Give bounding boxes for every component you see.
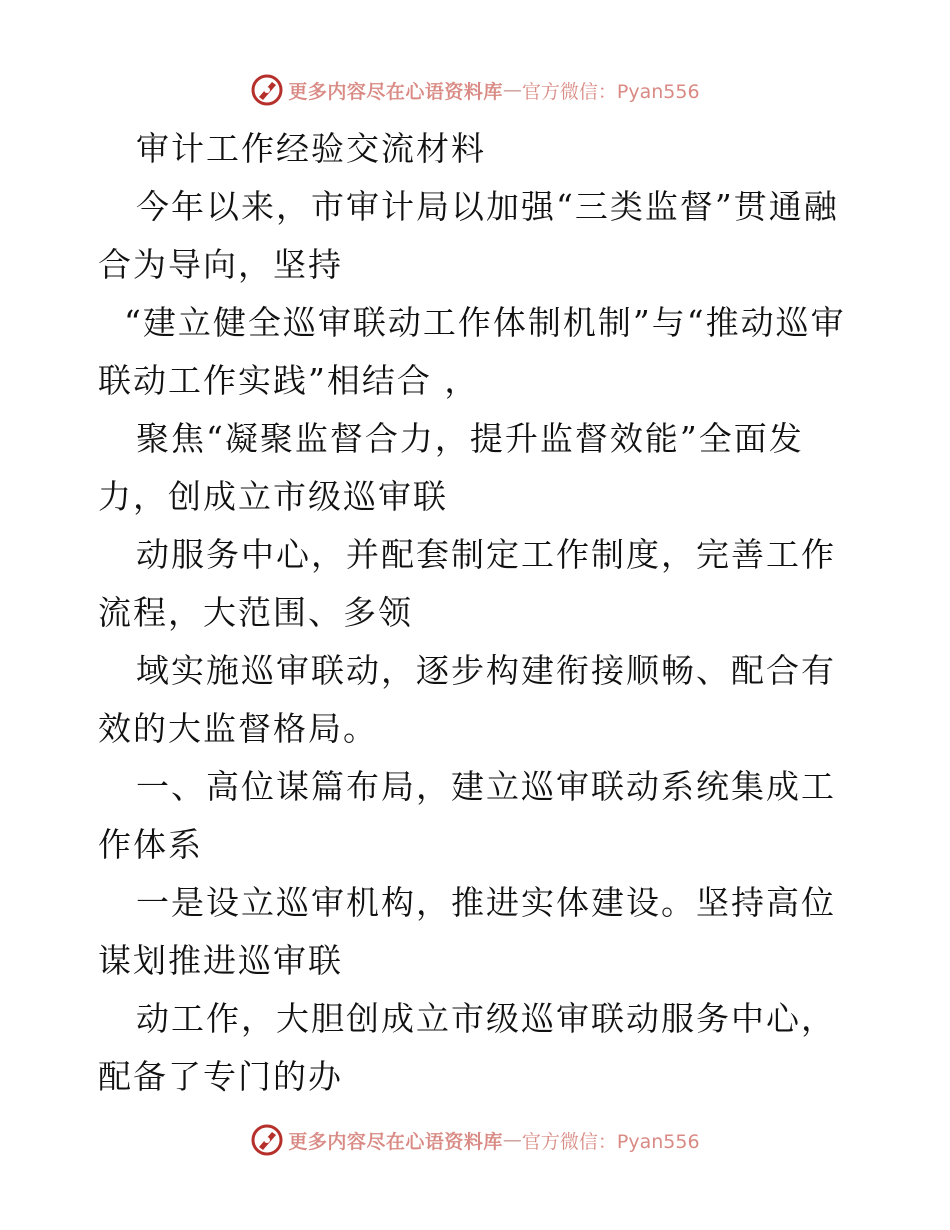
footer-watermark bbox=[0, 1120, 950, 1160]
header-watermark bbox=[0, 70, 950, 110]
paragraph-line: 动服务中心，并配套制定工作制度，完善工作流程，大范围、多领 bbox=[98, 535, 836, 632]
watermark-wechat-text: 官方微信：Pyan556 bbox=[521, 80, 700, 103]
section-heading: 一、高位谋篇布局，建立巡审联动系统集成工作体系 bbox=[98, 767, 836, 864]
watermark-main-text: 更多内容尽在心语资料库 bbox=[288, 80, 503, 103]
paragraph-line: 今年以来，市审计局以加强“三类监督”贯通融合为导向，坚持 bbox=[98, 187, 839, 284]
document-title: 审计工作经验交流材料 bbox=[136, 129, 486, 168]
paragraph-line: 动工作，大胆创成立市级巡审联动服务中心，配备了专门的办 bbox=[98, 999, 836, 1096]
watermark-separator: — bbox=[502, 79, 522, 101]
watermark-main-text: 更多内容尽在心语资料库 bbox=[288, 1130, 503, 1153]
paragraph-line: 域实施巡审联动，逐步构建衔接顺畅、配合有效的大监督格局。 bbox=[98, 651, 836, 748]
pen-logo-icon bbox=[250, 73, 284, 107]
paragraph-line: 聚焦“凝聚监督合力，提升监督效能”全面发力，创成立市级巡审联 bbox=[98, 419, 804, 516]
watermark-separator: — bbox=[502, 1129, 522, 1151]
document-body bbox=[98, 120, 858, 1106]
pen-logo-icon bbox=[250, 1123, 284, 1157]
paragraph-line: 一是设立巡审机构，推进实体建设。坚持高位谋划推进巡审联 bbox=[98, 883, 836, 980]
paragraph-line: “建立健全巡审联动工作体制机制”与“推动巡审联动工作实践”相结合 ， bbox=[98, 303, 846, 400]
watermark-wechat-text: 官方微信：Pyan556 bbox=[521, 1130, 700, 1153]
